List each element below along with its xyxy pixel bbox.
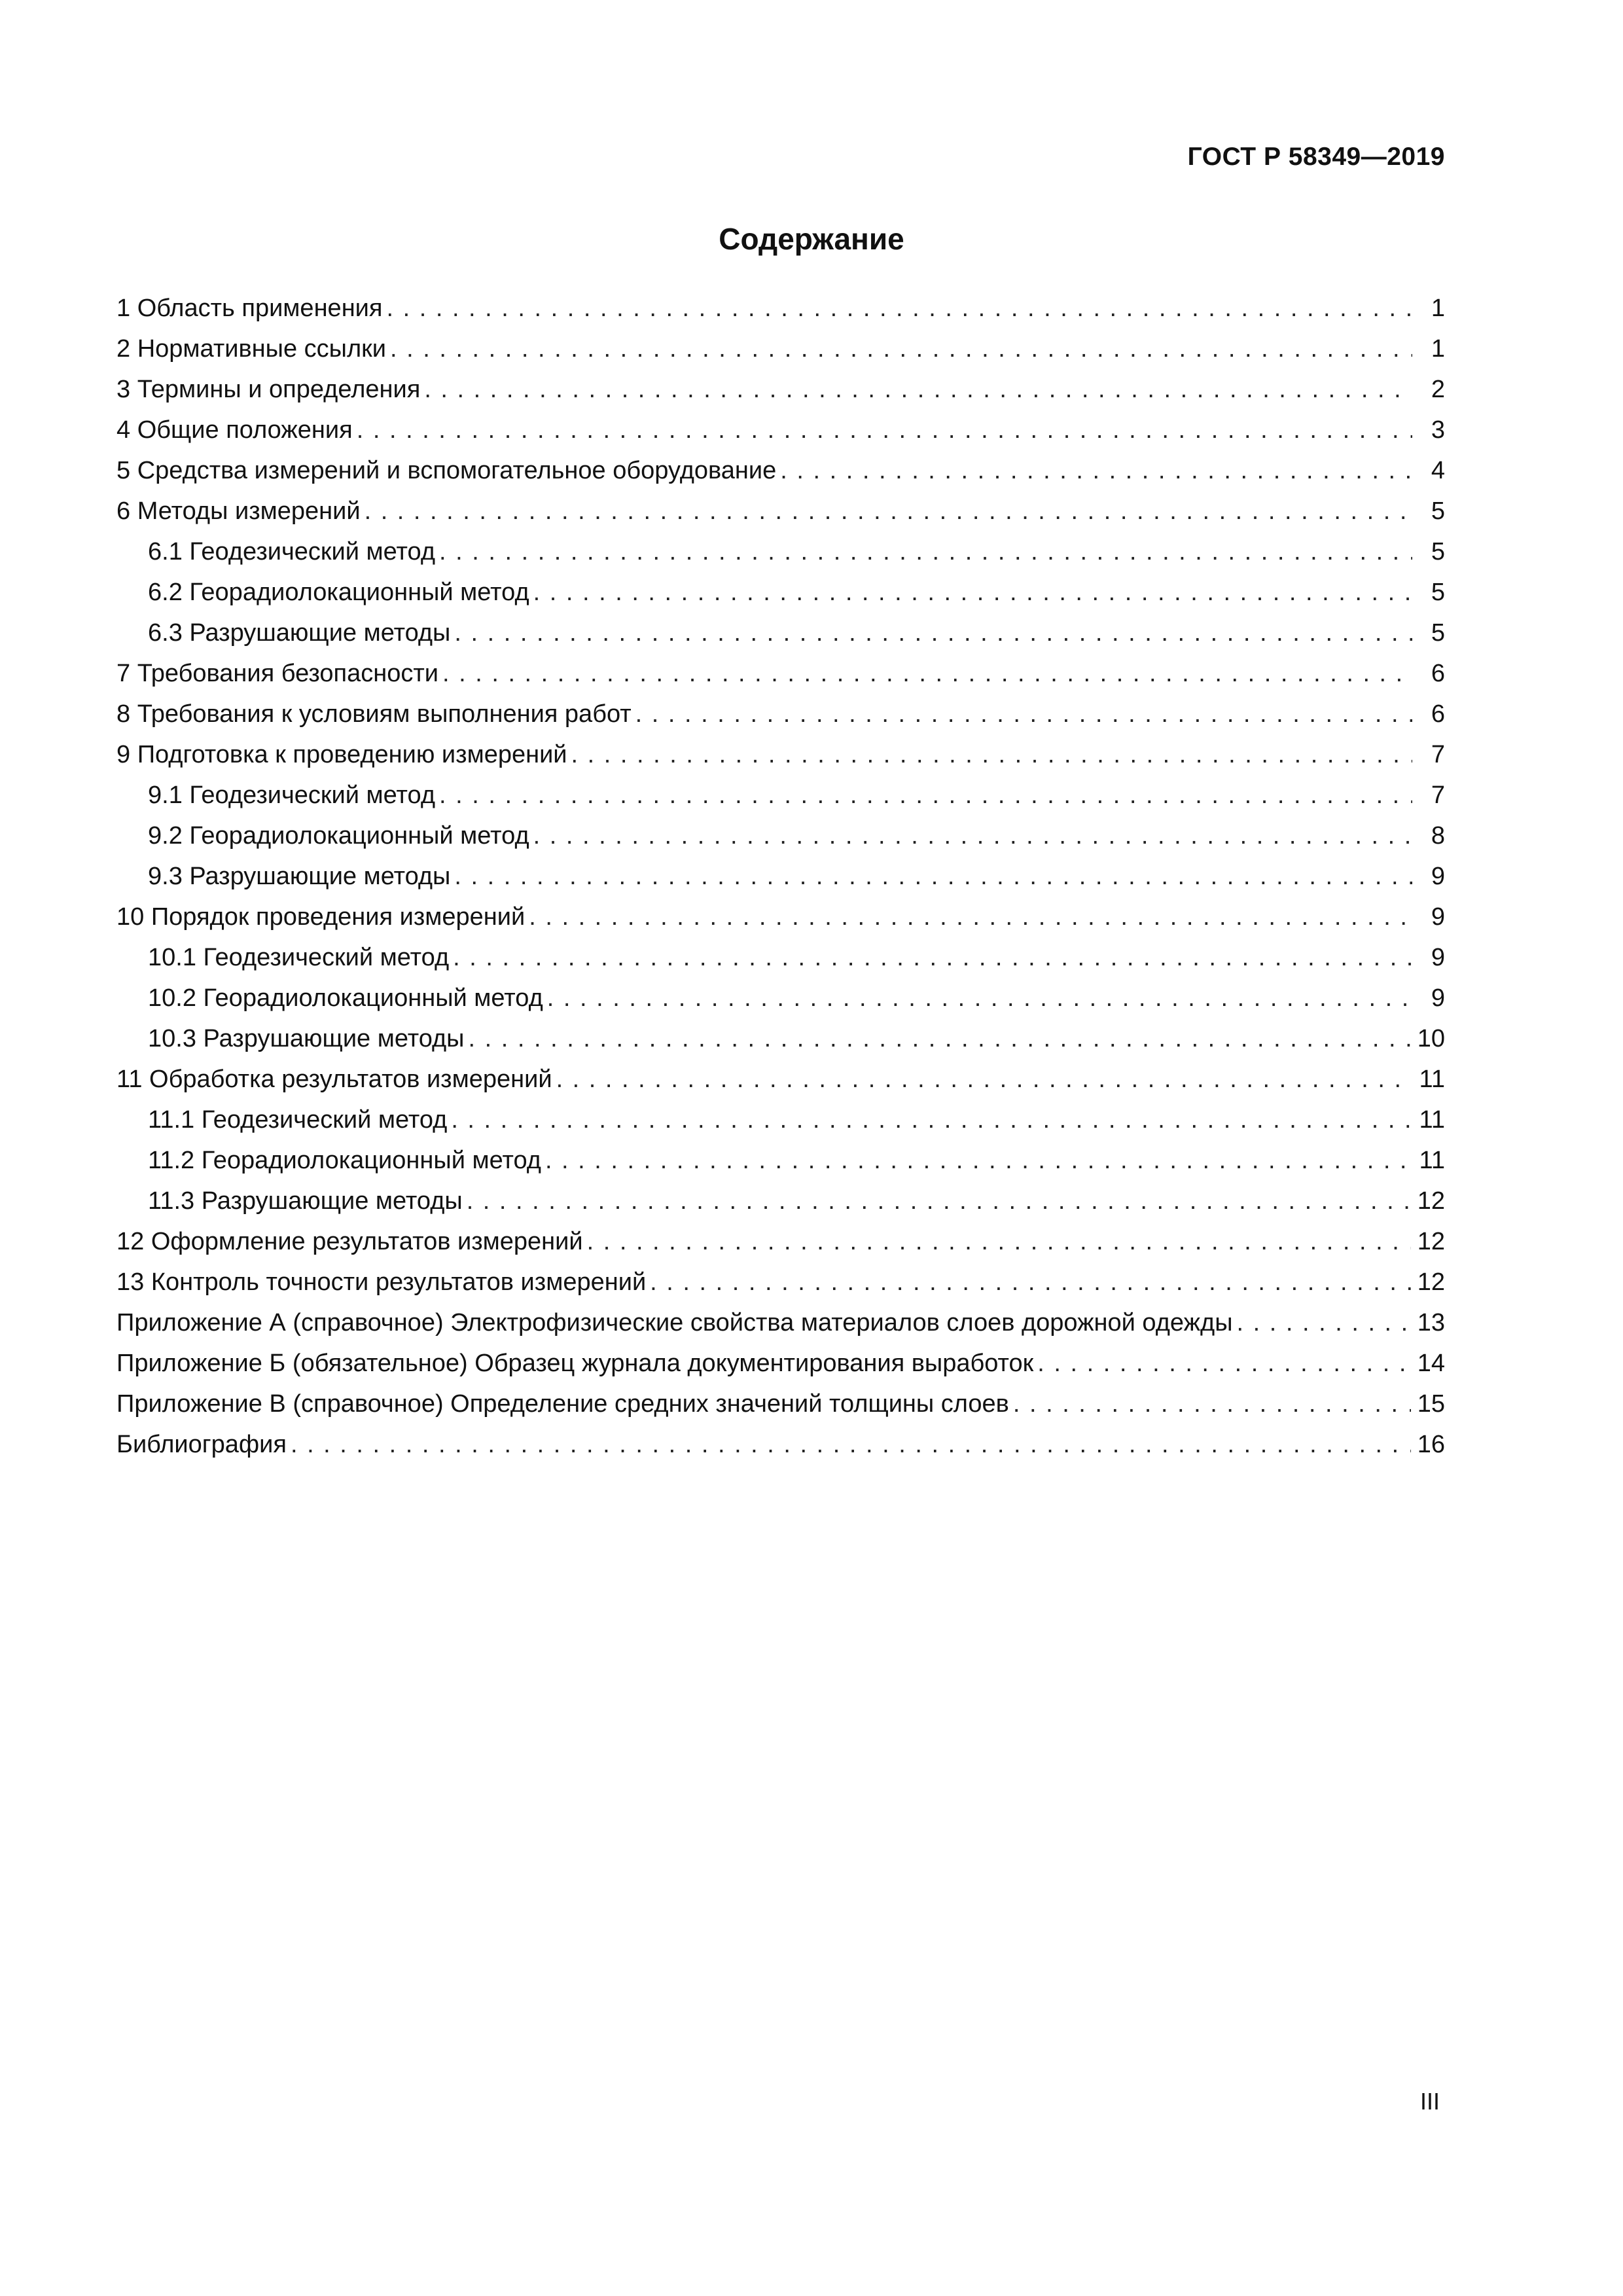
toc-entry-label: 10.3 Разрушающие методы bbox=[148, 1025, 465, 1052]
toc-entry-label: 2 Нормативные ссылки bbox=[116, 335, 386, 363]
toc-entry[interactable] bbox=[116, 369, 1445, 410]
toc-entry-page: 3 bbox=[1431, 416, 1445, 444]
toc-entry-page: 2 bbox=[1431, 376, 1445, 403]
toc-entry-page: 5 bbox=[1431, 619, 1445, 647]
toc-dot-leader bbox=[357, 410, 1412, 450]
toc-entry-page: 6 bbox=[1431, 660, 1445, 687]
toc-entry[interactable] bbox=[116, 775, 1445, 816]
toc-entry[interactable] bbox=[116, 816, 1445, 856]
table-of-contents bbox=[116, 288, 1445, 1465]
toc-dot-leader bbox=[556, 1059, 1412, 1100]
toc-entry-label: 10 Порядок проведения измерений bbox=[116, 903, 526, 931]
toc-entry-label: 12 Оформление результатов измерений bbox=[116, 1228, 583, 1255]
toc-entry[interactable] bbox=[116, 1384, 1445, 1424]
toc-dot-leader bbox=[533, 816, 1412, 856]
toc-dot-leader bbox=[1037, 1343, 1410, 1384]
toc-dot-leader bbox=[635, 694, 1412, 734]
toc-entry[interactable] bbox=[116, 572, 1445, 613]
toc-entry-page: 5 bbox=[1431, 497, 1445, 525]
toc-entry-page: 16 bbox=[1417, 1431, 1445, 1458]
toc-entry-label: 3 Термины и определения bbox=[116, 376, 421, 403]
toc-entry[interactable] bbox=[116, 1343, 1445, 1384]
toc-entry-label: Приложение Б (обязательное) Образец журнала документирования выработок bbox=[116, 1350, 1034, 1377]
toc-entry-label: 8 Требования к условиям выполнения работ bbox=[116, 700, 632, 728]
toc-dot-leader bbox=[547, 978, 1412, 1018]
toc-entry-page: 9 bbox=[1431, 944, 1445, 971]
toc-entry-page: 9 bbox=[1431, 903, 1445, 931]
toc-entry[interactable] bbox=[116, 694, 1445, 734]
toc-entry-page: 10 bbox=[1417, 1025, 1445, 1052]
toc-entry[interactable] bbox=[116, 978, 1445, 1018]
toc-entry[interactable] bbox=[116, 1221, 1445, 1262]
toc-entry[interactable] bbox=[116, 491, 1445, 531]
toc-entry[interactable] bbox=[116, 1302, 1445, 1343]
toc-entry[interactable] bbox=[116, 937, 1445, 978]
toc-entry[interactable] bbox=[116, 1424, 1445, 1465]
toc-dot-leader bbox=[571, 734, 1412, 775]
toc-entry[interactable] bbox=[116, 1181, 1445, 1221]
toc-entry-label: Библиография bbox=[116, 1431, 287, 1458]
toc-entry-label: 11.2 Георадиолокационный метод bbox=[148, 1147, 541, 1174]
toc-entry[interactable] bbox=[116, 1059, 1445, 1100]
toc-entry[interactable] bbox=[116, 450, 1445, 491]
toc-entry-label: 13 Контроль точности результатов измерений bbox=[116, 1268, 647, 1296]
toc-dot-leader bbox=[780, 450, 1412, 491]
toc-entry[interactable] bbox=[116, 1018, 1445, 1059]
toc-entry-label: Приложение А (справочное) Электрофизические свойства материалов слоев дорожной одежды bbox=[116, 1309, 1233, 1336]
toc-dot-leader bbox=[439, 531, 1412, 572]
toc-dot-leader bbox=[424, 369, 1412, 410]
toc-entry-label: 6.3 Разрушающие методы bbox=[148, 619, 451, 647]
toc-dot-leader bbox=[386, 288, 1412, 329]
toc-entry-label: 9.3 Разрушающие методы bbox=[148, 863, 451, 890]
toc-entry-label: 6.2 Георадиолокационный метод bbox=[148, 579, 529, 606]
toc-entry-page: 7 bbox=[1431, 781, 1445, 809]
toc-entry-page: 14 bbox=[1417, 1350, 1445, 1377]
document-code: ГОСТ Р 58349—2019 bbox=[1187, 143, 1445, 171]
toc-dot-leader bbox=[587, 1221, 1411, 1262]
toc-entry[interactable] bbox=[116, 1100, 1445, 1140]
toc-entry-page: 11 bbox=[1419, 1066, 1445, 1093]
toc-entry-page: 12 bbox=[1417, 1187, 1445, 1215]
toc-entry-label: 7 Требования безопасности bbox=[116, 660, 438, 687]
toc-entry-page: 5 bbox=[1431, 579, 1445, 606]
toc-dot-leader bbox=[291, 1424, 1411, 1465]
toc-dot-leader bbox=[453, 937, 1412, 978]
page-number: III bbox=[1419, 2088, 1440, 2115]
toc-entry-label: 5 Средства измерений и вспомогательное оборудование bbox=[116, 457, 777, 484]
toc-entry-label: 9.2 Георадиолокационный метод bbox=[148, 822, 529, 850]
toc-entry[interactable] bbox=[116, 734, 1445, 775]
toc-entry[interactable] bbox=[116, 1140, 1445, 1181]
toc-entry[interactable] bbox=[116, 653, 1445, 694]
toc-entry-label: 6 Методы измерений bbox=[116, 497, 361, 525]
toc-dot-leader bbox=[545, 1140, 1412, 1181]
toc-entry[interactable] bbox=[116, 329, 1445, 369]
toc-entry-label: 6.1 Геодезический метод bbox=[148, 538, 435, 565]
toc-entry-label: 10.2 Георадиолокационный метод bbox=[148, 984, 543, 1012]
toc-dot-leader bbox=[467, 1181, 1411, 1221]
toc-dot-leader bbox=[439, 775, 1412, 816]
toc-dot-leader bbox=[390, 329, 1412, 369]
toc-entry-page: 15 bbox=[1417, 1390, 1445, 1418]
toc-entry[interactable] bbox=[116, 410, 1445, 450]
toc-entry-page: 9 bbox=[1431, 863, 1445, 890]
toc-entry-label: 11.1 Геодезический метод bbox=[148, 1106, 448, 1134]
toc-title: Содержание bbox=[719, 222, 904, 256]
toc-dot-leader bbox=[365, 491, 1412, 531]
toc-entry[interactable] bbox=[116, 613, 1445, 653]
toc-entry-label: 4 Общие положения bbox=[116, 416, 353, 444]
toc-dot-leader bbox=[529, 897, 1412, 937]
toc-entry-page: 5 bbox=[1431, 538, 1445, 565]
toc-entry-page: 12 bbox=[1417, 1268, 1445, 1296]
toc-dot-leader bbox=[451, 1100, 1412, 1140]
toc-entry-label: 10.1 Геодезический метод bbox=[148, 944, 450, 971]
toc-entry-page: 9 bbox=[1431, 984, 1445, 1012]
toc-entry-page: 8 bbox=[1431, 822, 1445, 850]
toc-entry[interactable] bbox=[116, 897, 1445, 937]
toc-entry[interactable] bbox=[116, 856, 1445, 897]
toc-entry-label: 11 Обработка результатов измерений bbox=[116, 1066, 552, 1093]
toc-entry[interactable] bbox=[116, 531, 1445, 572]
toc-dot-leader bbox=[454, 856, 1412, 897]
toc-entry-page: 12 bbox=[1417, 1228, 1445, 1255]
toc-dot-leader bbox=[1013, 1384, 1411, 1424]
toc-entry-page: 1 bbox=[1431, 335, 1445, 363]
toc-dot-leader bbox=[454, 613, 1412, 653]
toc-dot-leader bbox=[1237, 1302, 1411, 1343]
toc-dot-leader bbox=[650, 1262, 1411, 1302]
toc-entry-page: 13 bbox=[1417, 1309, 1445, 1336]
toc-entry-label: 9 Подготовка к проведению измерений bbox=[116, 741, 567, 768]
toc-entry-page: 7 bbox=[1431, 741, 1445, 768]
toc-entry-page: 1 bbox=[1431, 295, 1445, 322]
toc-entry-page: 11 bbox=[1419, 1106, 1445, 1134]
toc-entry-label: 1 Область применения bbox=[116, 295, 383, 322]
toc-dot-leader bbox=[469, 1018, 1411, 1059]
toc-entry[interactable] bbox=[116, 1262, 1445, 1302]
toc-entry-label: 9.1 Геодезический метод bbox=[148, 781, 435, 809]
toc-dot-leader bbox=[442, 653, 1412, 694]
toc-entry-label: 11.3 Разрушающие методы bbox=[148, 1187, 463, 1215]
toc-entry-page: 4 bbox=[1431, 457, 1445, 484]
toc-entry-page: 6 bbox=[1431, 700, 1445, 728]
toc-entry-label: Приложение В (справочное) Определение средних значений толщины слоев bbox=[116, 1390, 1009, 1418]
toc-entry-page: 11 bbox=[1419, 1147, 1445, 1174]
toc-dot-leader bbox=[533, 572, 1412, 613]
toc-entry[interactable] bbox=[116, 288, 1445, 329]
